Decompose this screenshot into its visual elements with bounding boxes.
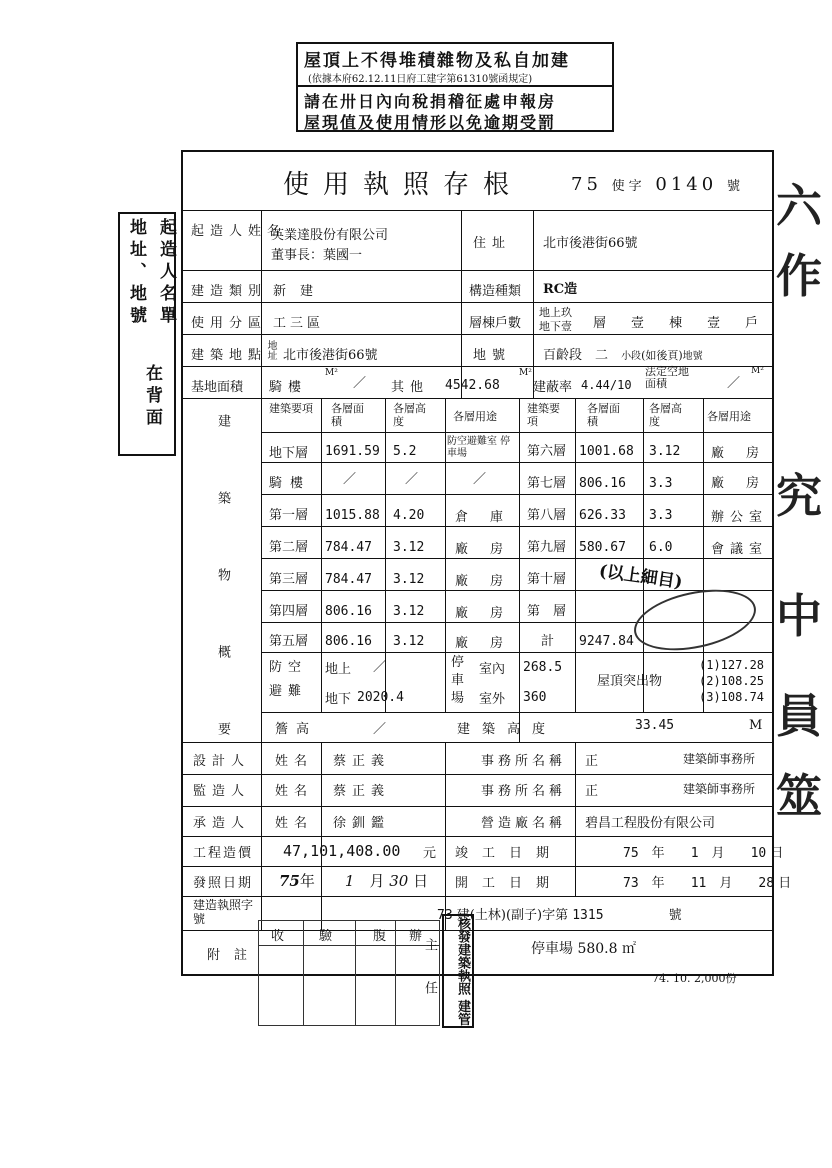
header-item-2: 建築要項 <box>527 402 560 428</box>
designer-office: 正 <box>585 754 599 769</box>
floor-area: 626.33 <box>579 508 626 523</box>
ratio-label: 建蔽率 <box>533 380 573 395</box>
floor-height: 6.0 <box>649 540 673 555</box>
header-area: 各層面積 <box>331 402 364 428</box>
floor-name: 第四層 <box>269 604 309 619</box>
header-area-2: 各層面積 <box>587 402 620 428</box>
floor-area: 784.47 <box>325 540 372 555</box>
unit-m2: M² <box>325 368 338 378</box>
floors-below: 地下壹 <box>539 320 572 333</box>
floor-height: 3.12 <box>393 634 425 649</box>
floor-height: 4.20 <box>393 508 425 523</box>
floor-height: 3.12 <box>393 604 425 619</box>
parking-label: 停車場 <box>451 655 465 706</box>
arcade-value: ／ <box>353 376 367 391</box>
edge-char-2: 作 <box>776 249 822 303</box>
location-small-label: 地址 <box>265 340 276 360</box>
floor-use: 廠房 <box>455 606 526 621</box>
roof-1: (1)127.28 <box>699 658 765 672</box>
shelter-below-label: 地下 <box>325 692 352 707</box>
floor-height: 3.12 <box>393 540 425 555</box>
floor-use: 會議室 <box>711 542 769 557</box>
floor-height: 3.12 <box>649 444 681 459</box>
applicant-address: 北市後港街66號 <box>543 236 638 251</box>
floor-name: 計 <box>541 634 555 649</box>
building-height-label: 建築高度 <box>457 722 558 737</box>
applicant-chairman: 董事長：葉國一 <box>271 248 363 263</box>
floor-name: 第二層 <box>269 540 309 555</box>
permit-number: 75 使字 0140 號 <box>571 174 744 195</box>
build-type-label: 建造類別 <box>191 284 268 299</box>
edge-char-5: 員 <box>776 689 822 743</box>
outdoor-label: 室外 <box>479 692 506 707</box>
cost-value: 47,101,408.00 <box>283 842 401 860</box>
unit-m2-3: M² <box>751 366 764 376</box>
other-value: 4542.68 <box>445 378 500 393</box>
floor-name: 第五層 <box>269 634 309 649</box>
build-type: 新建 <box>273 284 328 299</box>
zone: 工三區 <box>273 316 325 331</box>
floor-height: 3.3 <box>649 476 673 491</box>
floor-area: 806.16 <box>325 634 372 649</box>
form-title: 使用執照存根 <box>283 170 524 200</box>
stamp-char-4: 辦 <box>409 929 423 944</box>
contractor-company: 碧昌工程股份有限公司 <box>585 816 716 831</box>
floor-use: 廠房 <box>455 574 526 589</box>
header-height-2: 各層高度 <box>649 402 682 428</box>
floor-name: 第一層 <box>269 508 309 523</box>
notice-line-3: 請在卅日內向稅捐稽征處申報房 <box>304 92 557 111</box>
legal-open-value: ／ <box>727 376 741 391</box>
site-area-label: 基地面積 <box>191 380 244 395</box>
shelter-above-value: ／ <box>373 660 387 675</box>
supervisor-name: 蔡正義 <box>333 784 391 799</box>
applicant-company: 英業達股份有限公司 <box>271 228 389 243</box>
designer-label: 設計人 <box>193 754 251 769</box>
approval-stamp-grid <box>258 920 440 1026</box>
lot-label: 地號 <box>473 348 512 363</box>
edge-char-4: 中 <box>776 589 822 643</box>
notice-line-2: (依據本府62.12.11日府工建字第61310號函規定) <box>308 74 533 85</box>
stamp-char-1: 收 <box>271 929 285 944</box>
roof-label: 屋頂突出物 <box>597 674 663 689</box>
floor-name: 第三層 <box>269 572 309 587</box>
contractor-company-label: 營造廠名稱 <box>481 816 567 831</box>
edge-char-1: 六 <box>776 179 822 233</box>
supervisor-label: 監造人 <box>193 784 251 799</box>
unit-m2-2: M² <box>519 368 532 378</box>
floor-use: 廠房 <box>455 636 526 651</box>
floor-name: 騎樓 <box>269 476 312 491</box>
round-seal <box>629 580 762 661</box>
outdoor-value: 360 <box>523 690 547 705</box>
floor-area: 9247.84 <box>579 634 634 649</box>
usage-permit-form <box>181 150 792 976</box>
arcade-label: 騎樓 <box>269 380 308 395</box>
cost-unit: 元 <box>423 846 437 861</box>
floor-use: 倉庫 <box>455 510 526 525</box>
contractor-name-label: 姓名 <box>275 816 314 831</box>
shelter-below-value: 2020.4 <box>357 690 404 705</box>
indoor-value: 268.5 <box>523 660 563 675</box>
stamp-char-2: 驗 <box>319 929 333 944</box>
floor-name: 第六層 <box>527 444 567 459</box>
ratio-value: 4.44/10 <box>581 378 632 392</box>
floor-use: 廠房 <box>711 446 782 461</box>
print-footnote: 74. 10. 2,000份 <box>652 972 737 985</box>
shelter-above-label: 地上 <box>325 662 352 677</box>
building-summary-label: 建築物概要 <box>215 414 230 799</box>
floor-use: 廠房 <box>711 476 782 491</box>
construction-permit-number: 73 建(土林)(副子)字第 1315 號 <box>437 908 682 923</box>
lot-detail: 百齡段 二 小段(如後頁)地號 <box>543 348 703 363</box>
floor-area: 784.47 <box>325 572 372 587</box>
supervisor-name-label: 姓名 <box>275 784 314 799</box>
floor-area: 1001.68 <box>579 444 634 459</box>
indoor-label: 室內 <box>479 662 506 677</box>
contractor-name: 徐釧鑑 <box>333 816 391 831</box>
other-label: 其他 <box>391 380 430 395</box>
side-note-col3: 在背面 <box>142 364 162 430</box>
roof-2: (2)108.25 <box>699 674 765 688</box>
legal-open-label: 法定空地面積 <box>645 365 689 390</box>
floor-name: 地下層 <box>269 446 309 461</box>
handwritten-stamp: (以上細目) <box>597 561 684 593</box>
start-label: 開工日期 <box>455 876 564 891</box>
floor-name: 第十層 <box>527 572 567 587</box>
completion-label: 竣工日期 <box>455 846 564 861</box>
floor-height: 3.12 <box>393 572 425 587</box>
floor-area: ／ <box>343 472 357 487</box>
seal-director: 主任 <box>422 938 437 1024</box>
side-note-col2: 地址、地號 <box>126 218 146 328</box>
floor-use: 廠房 <box>455 542 526 557</box>
designer-office-suffix: 建築師事務所 <box>683 752 756 766</box>
shelter-label: 防空避難 <box>269 660 308 699</box>
note-label: 附註 <box>207 948 262 963</box>
floor-name: 第八層 <box>527 508 567 523</box>
header-use-2: 各層用途 <box>707 410 751 423</box>
floor-area: 806.16 <box>325 604 372 619</box>
eave-label: 簷高 <box>275 722 318 737</box>
issue-label: 發照日期 <box>193 876 254 891</box>
building-height-value: 33.45 <box>635 718 675 733</box>
floor-area: 1015.88 <box>325 508 380 523</box>
unit-m: M <box>749 718 763 733</box>
floor-use: 防空避難室 停車場 <box>447 436 511 459</box>
edge-char-3: 究 <box>776 469 822 523</box>
construction-permit-label: 建造執照字號 <box>193 898 254 926</box>
floor-area: 1691.59 <box>325 444 380 459</box>
floor-height: ／ <box>405 472 419 487</box>
start-date: 73 年 11 月 28 日 <box>623 876 792 891</box>
stamp-char-3: 腹 <box>373 929 387 944</box>
approval-seal: 核發建築執照 建管 <box>442 914 474 1028</box>
floor-name: 第七層 <box>527 476 567 491</box>
structure-label: 構造種類 <box>469 284 522 299</box>
designer-office-label: 事務所名稱 <box>481 754 567 769</box>
completion-date: 75 年 1 月 10 日 <box>623 846 784 861</box>
floor-height: 3.3 <box>649 508 673 523</box>
header-item: 建築要項 <box>269 402 313 415</box>
notice-line-4: 屋現值及使用情形以免逾期受罰 <box>304 113 557 132</box>
issue-date: 75年 1 月 30 日 <box>279 872 429 890</box>
floor-name: 第 層 <box>527 604 567 619</box>
designer-name-label: 姓名 <box>275 754 314 769</box>
contractor-label: 承造人 <box>193 816 251 831</box>
edge-char-6: 筮 <box>776 769 822 823</box>
supervisor-office-suffix: 建築師事務所 <box>683 782 756 796</box>
notice-line-1: 屋頂上不得堆積雜物及私自加建 <box>304 51 570 71</box>
floor-use: ／ <box>473 472 487 487</box>
location-label: 建築地點 <box>191 348 268 363</box>
supervisor-office-label: 事務所名稱 <box>481 784 567 799</box>
address-label: 住址 <box>473 236 512 251</box>
floor-height: 5.2 <box>393 444 417 459</box>
zone-label: 使用分區 <box>191 316 268 331</box>
side-note-col1: 起造人名單 <box>156 218 176 328</box>
designer-name: 蔡正義 <box>333 754 391 769</box>
floor-area: 806.16 <box>579 476 626 491</box>
roof-3: (3)108.74 <box>699 690 765 704</box>
header-height: 各層高度 <box>393 402 426 428</box>
cost-label: 工程造價 <box>193 846 254 861</box>
floor-use: 辦公室 <box>711 510 769 525</box>
structure-type: RC造 <box>543 282 578 297</box>
floors-detail: 層 壹 棟 壹 戶 <box>593 316 765 331</box>
floor-name: 第九層 <box>527 540 567 555</box>
supervisor-office: 正 <box>585 784 599 799</box>
side-note-stamp <box>118 212 176 456</box>
floors-above: 地上玖 <box>539 306 572 319</box>
header-use: 各層用途 <box>453 410 497 423</box>
note-parking: 停車場 580.8 ㎡ <box>531 941 636 957</box>
applicant-label: 起造人姓名 <box>191 224 287 239</box>
floors-label: 層棟戶數 <box>469 316 522 331</box>
floor-area: 580.67 <box>579 540 626 555</box>
eave-value: ／ <box>373 722 387 737</box>
location: 北市後港街66號 <box>283 348 378 363</box>
rooftop-notice-stamp <box>296 42 614 132</box>
